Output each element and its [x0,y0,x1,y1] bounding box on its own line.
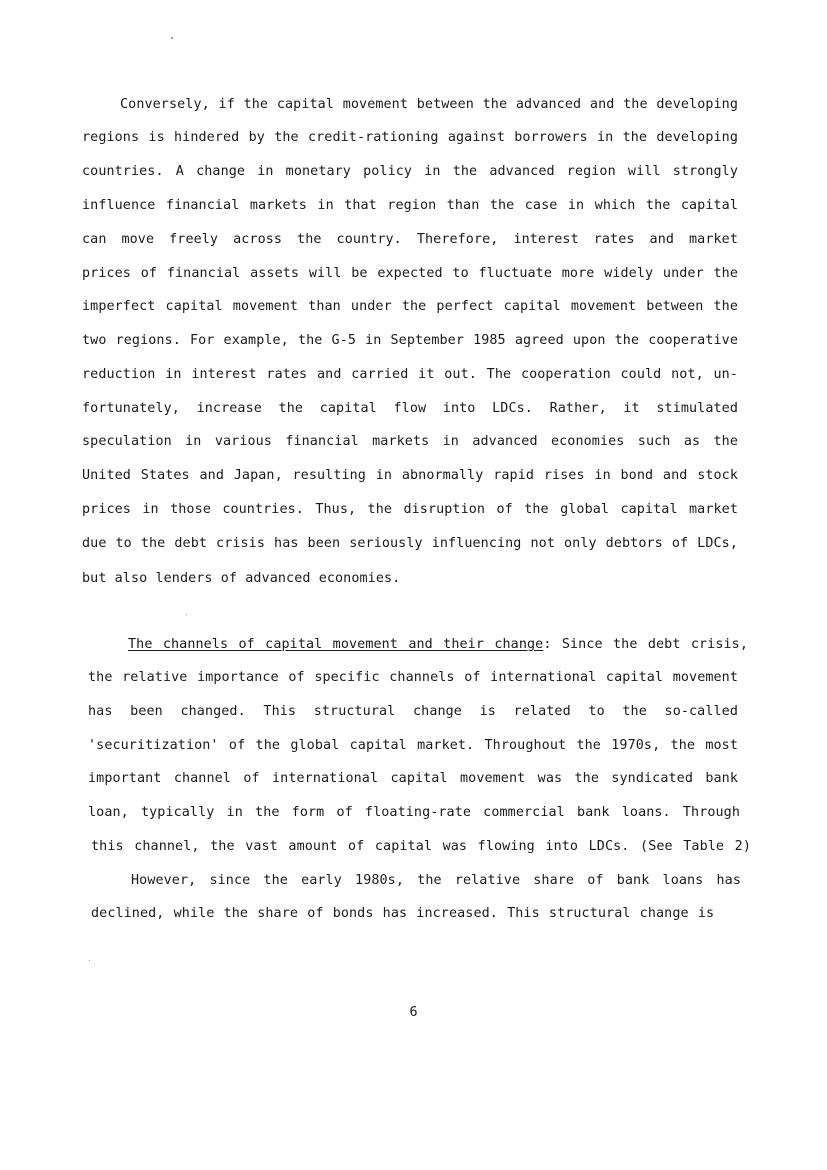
paragraph-2-line-1 [128,637,748,653]
paragraph-1-line-5: can move freely across the country. Therefore, interest rates and market [82,232,738,247]
paragraph-1-line-11: speculation in various financial markets in advanced economies such as the [82,434,738,449]
paragraph-1-line-12: United States and Japan, resulting in abnormally rapid rises in bond and stock [82,468,738,483]
paragraph-1-line-3: countries. A change in monetary policy in the advanced region will strongly [82,164,738,179]
paragraph-1-line-2: regions is hindered by the credit-rationing against borrowers in the developing [82,130,738,145]
paragraph-2-line-5: important channel of international capital movement was the syndicated bank [88,771,738,786]
paragraph-2-line-7: this channel, the vast amount of capital was flowing into LDCs. (See Table 2) [91,839,751,854]
paragraph-1-line-8: two regions. For example, the G-5 in September 1985 agreed upon the cooperative [82,333,738,348]
paragraph-3-line-1: However, since the early 1980s, the relative share of bank loans has [131,873,741,888]
paragraph-2-line-2: the relative importance of specific channels of international capital movement [88,670,738,685]
paragraph-1-line-14: due to the debt crisis has been seriously influencing not only debtors of LDCs, [82,536,738,551]
paragraph-1-line-6: prices of financial assets will be expected to fluctuate more widely under the [82,266,738,281]
scan-speck [89,960,90,961]
scan-speck [186,614,187,615]
paragraph-1-line-13: prices in those countries. Thus, the disruption of the global capital market [82,502,738,517]
paragraph-1-line-4: influence financial markets in that region than the case in which the capital [82,198,738,213]
paragraph-1-line-10: fortunately, increase the capital flow into LDCs. Rather, it stimulated [82,401,738,416]
paragraph-2-line-6: loan, typically in the form of floating-rate commercial bank loans. Through [88,805,740,820]
scan-speck [171,37,173,39]
paragraph-3-line-2: declined, while the share of bonds has increased. This structural change is [91,906,715,921]
paragraph-2-line-3: has been changed. This structural change is related to the so-called [88,704,738,719]
section-heading: The channels of capital movement and their change [128,637,544,652]
paragraph-1-line-15: but also lenders of advanced economies. [82,571,401,586]
paragraph-1-line-7: imperfect capital movement than under the perfect capital movement between the [82,299,738,314]
paragraph-2-line-4: 'securitization' of the global capital market. Throughout the 1970s, the most [88,738,738,753]
paragraph-1-line-1: Conversely, if the capital movement between the advanced and the developing [120,97,738,112]
paragraph-1-line-9: reduction in interest rates and carried it out. The cooperation could not, un- [82,367,738,382]
section-heading-suffix: : Since the debt crisis, [543,637,748,652]
page-number: 6 [409,1005,418,1020]
